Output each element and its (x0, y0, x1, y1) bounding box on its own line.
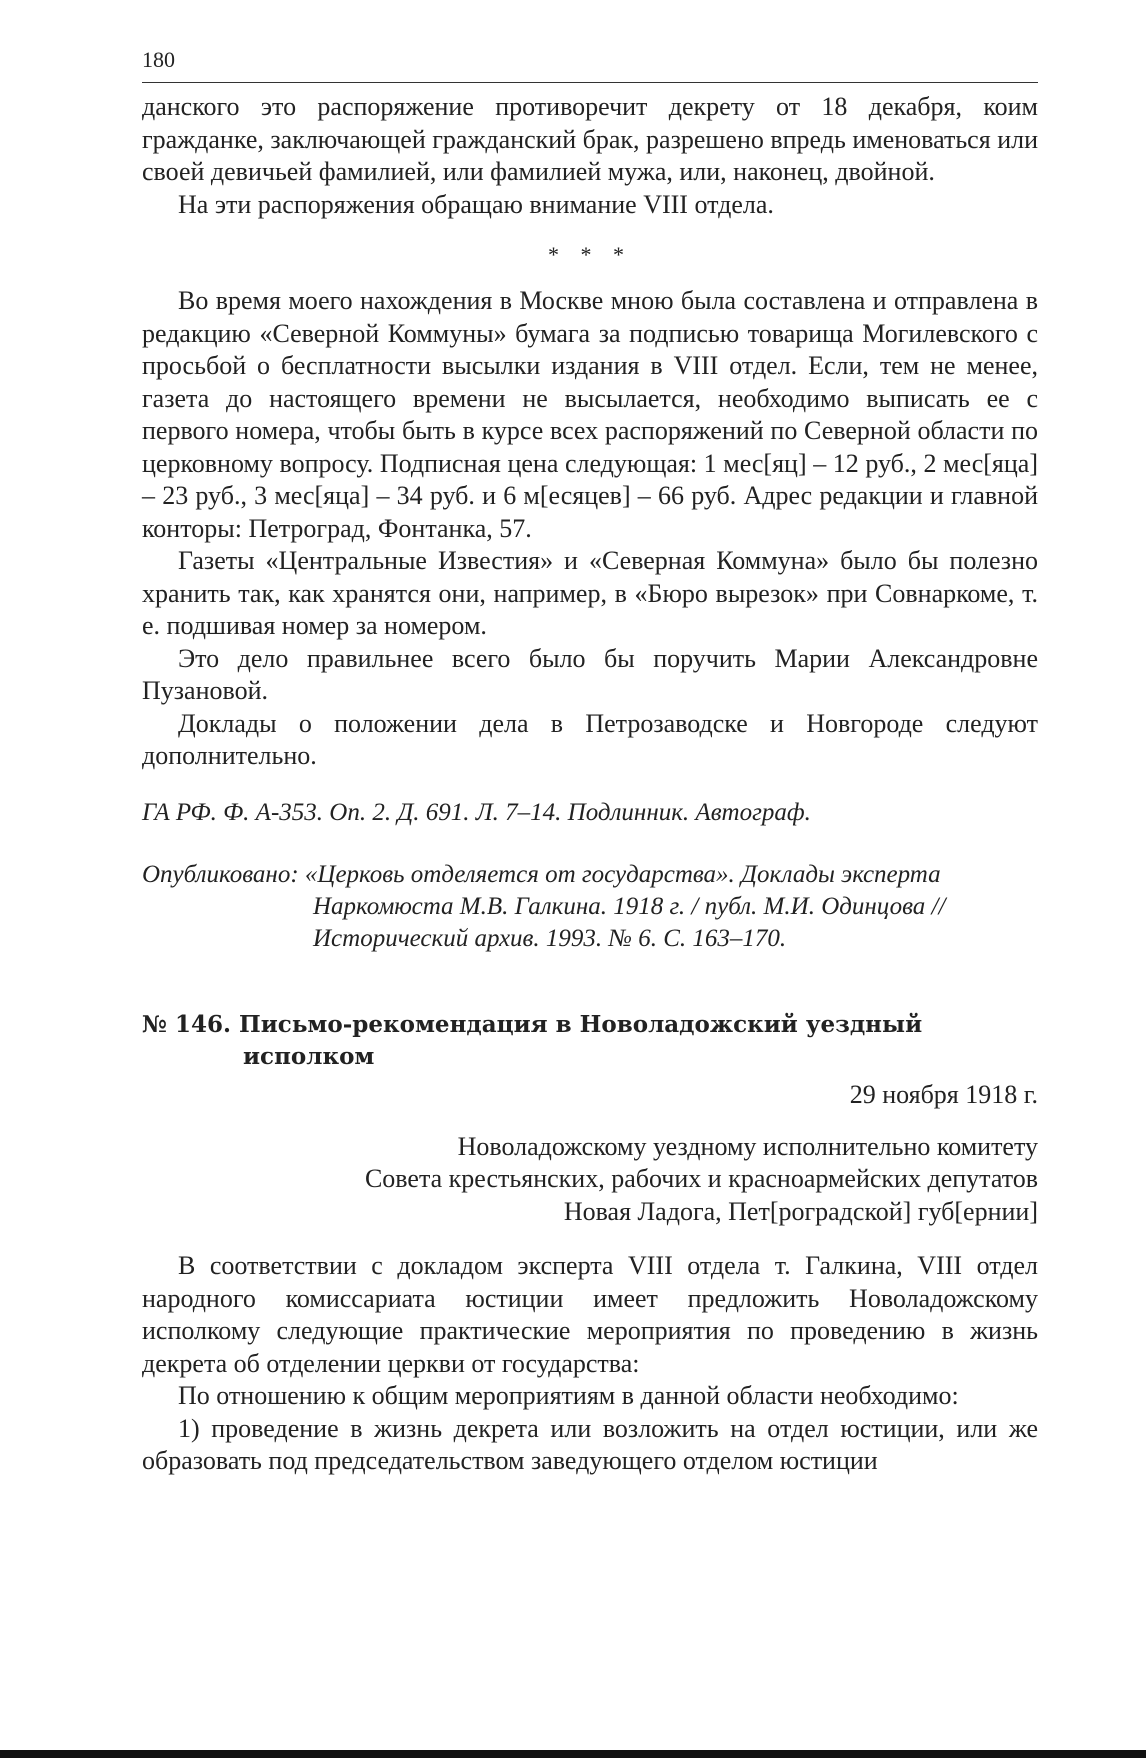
addressee-line: Новая Ладога, Пет[роградской] губ[ернии] (563, 1196, 1038, 1226)
addressee-line: Новоладожскому уездному исполнительно комитету (457, 1131, 1038, 1161)
page-number: 180 (142, 47, 175, 72)
paragraph: Газеты «Центральные Известия» и «Северная Коммуна» было бы полезно хранить так, как хранятся они, например, в «Бюро вырезок» при Совнаркоме, т. е. подшивая номер за номером. (142, 546, 1038, 640)
paragraph: 1) проведение в жизнь декрета или возложить на отдел юстиции, или же образовать под председательством заведующего отделом юстиции (142, 1413, 1038, 1475)
paragraph: Это дело правильнее всего было бы поручить Марии Александровне Пузановой. (142, 643, 1038, 705)
scan-bottom-edge (0, 1750, 1146, 1758)
letter-body (142, 1250, 1038, 1478)
archive-source-note: ГА РФ. Ф. А-353. Оп. 2. Д. 691. Л. 7–14. Подлинник. Автограф. (142, 798, 811, 826)
header-rule (142, 82, 1038, 83)
paragraph: В соответствии с докладом эксперта VIII отдела т. Галкина, VIII отдел народного комиссариата юстиции имеет предложить Новоладожскому исполкому следующие практические мероприятия по проведению в жизнь декрета об отделении церкви от государства: (142, 1251, 1038, 1378)
section-separator: * * * (548, 242, 632, 267)
publication-note: Опубликовано: «Церковь отделяется от государства». Доклады эксперта Наркомюста М.В. Галкина. 1918 г. / публ. М.И. Одинцова // Исторический архив. 1993. № 6. С. 163–170. (142, 860, 946, 952)
paragraph: По отношению к общим мероприятиям в данной области необходимо: (178, 1381, 959, 1410)
document-date: 29 ноября 1918 г. (849, 1079, 1038, 1109)
document-heading: № 146. Письмо-рекомендация в Новоладожский уездный исполком (142, 1010, 923, 1070)
paragraph: Во время моего нахождения в Москве мною была составлена и отправлена в редакцию «Северной Коммуны» бумага за подписью товарища Могилевского с просьбой о бесплатности высылки издания в VIII отдел. Если, тем не менее, газета до настоящего времени не высылается, необходимо выписать ее с первого номера, чтобы быть в курсе всех распоряжений по Северной области по церковному вопросу. Подписная цена следующая: 1 мес[яц] – 12 руб., 2 мес[яца] – 23 руб., 3 мес[яца] – 34 руб. и 6 м[есяцев] – 66 руб. Адрес редакции и главной конторы: Петроград, Фонтанка, 57. (142, 286, 1038, 543)
addressee-block (142, 1131, 1038, 1229)
addressee-line: Совета крестьянских, рабочих и красноармейских депутатов (364, 1164, 1038, 1193)
document-page (142, 46, 1038, 1478)
paragraph: На эти распоряжения обращаю внимание VIII отдела. (178, 189, 774, 219)
paragraph-continuation: данского это распоряжение противоречит декрету от 18 декабря, коим гражданке, заключающей гражданский брак, разрешено впредь именоваться или своей девичьей фамилией, или фамилией мужа, или, наконец, двойной. (142, 92, 1038, 186)
paragraph: Доклады о положении дела в Петрозаводске и Новгороде следуют дополнительно. (142, 708, 1038, 770)
